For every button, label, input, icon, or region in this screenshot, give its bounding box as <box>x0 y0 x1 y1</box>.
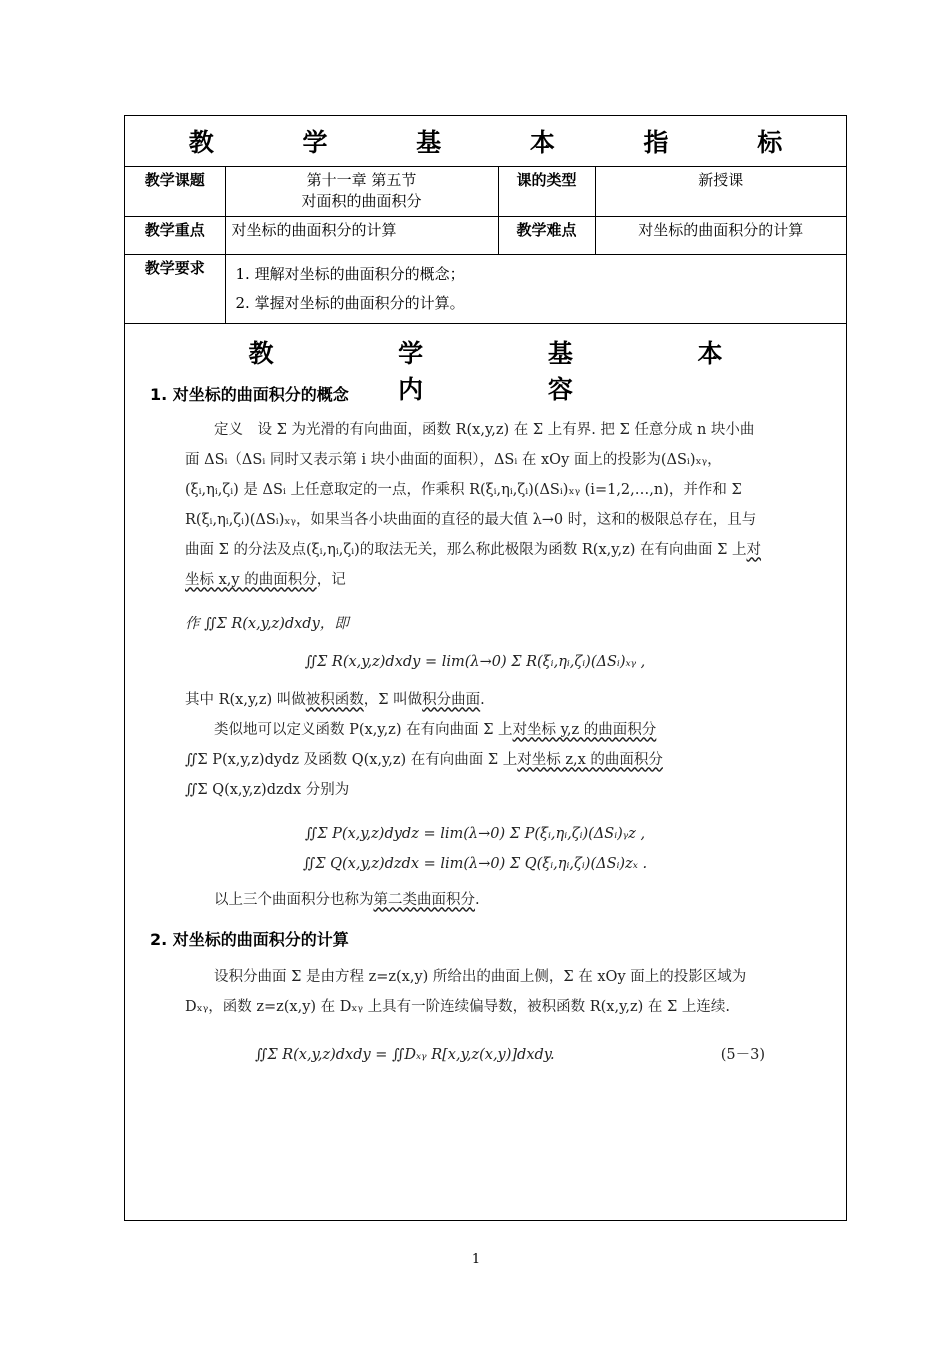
definition-terms-line <box>185 685 765 715</box>
definition-text-end: ，记 <box>316 571 346 588</box>
formula-5-3-row <box>185 1040 765 1070</box>
section-heading-2: 2. 对坐标的曲面积分的计算 <box>150 929 349 949</box>
formula-p-dydz: ∬Σ P(x,y,z)dydz = lim(λ→0) Σ P(ξᵢ,ηᵢ,ζᵢ)(ΔSᵢ)ᵧz , <box>304 825 646 842</box>
basic-indicators-title: 教 学 基 本 指 标 <box>125 116 846 167</box>
second-kind-note <box>185 885 765 915</box>
requirement-item: 1. 理解对坐标的曲面积分的概念； <box>235 264 465 283</box>
text: 类似地可以定义函数 P(x,y,z) 在有向曲面 Σ 上 <box>214 721 513 738</box>
topic-value <box>225 167 498 216</box>
term-yz: 对坐标 y,z 的曲面积分 <box>512 721 657 738</box>
text: . <box>480 691 485 708</box>
difficulty-value: 对坐标的曲面积分的计算 <box>595 216 846 254</box>
text: 其中 R(x,y,z) 叫做 <box>185 691 306 708</box>
page-number: 1 <box>471 1252 481 1267</box>
topic-line1: 第十一章 第五节 <box>306 171 417 189</box>
calculation-block <box>185 962 765 1070</box>
basic-content-title: 教 学 基 本 内 容 <box>248 338 781 404</box>
lesson-sheet <box>124 115 847 1221</box>
type-label: 课的类型 <box>498 167 595 216</box>
text: ∬Σ P(x,y,z)dydz 及函数 Q(x,y,z) 在有向曲面 Σ 上 <box>185 751 518 768</box>
term-integrand: 被积函数 <box>305 691 364 708</box>
definition-block <box>185 415 765 915</box>
info-table <box>125 167 846 324</box>
formula-r-dxdy: ∬Σ R(x,y,z)dxdy = lim(λ→0) Σ R(ξᵢ,ηᵢ,ζᵢ)(ΔSᵢ)ₓᵧ , <box>304 653 646 670</box>
focus-value: 对坐标的曲面积分的计算 <box>225 216 498 254</box>
text: ，Σ 叫做 <box>363 691 423 708</box>
text: ∬Σ Q(x,y,z)dzdx 分别为 <box>185 781 350 798</box>
term-zx: 对坐标 z,x 的曲面积分 <box>517 751 663 768</box>
topic-label: 教学课题 <box>125 167 225 216</box>
definition-paragraph <box>185 415 765 595</box>
focus-label: 教学重点 <box>125 216 225 254</box>
formula-5-3: ∬Σ R(x,y,z)dxdy = ∬Dₓᵧ R[x,y,z(x,y)]dxdy. <box>255 1046 555 1063</box>
requirements-list <box>225 254 846 323</box>
definition-text: 定义 设 Σ 为光滑的有向曲面，函数 R(x,y,z) 在 Σ 上有界. 把 Σ 任意分成 n 块小曲面 ΔSᵢ（ΔSᵢ 同时又表示第 i 块小曲面的面积），ΔSᵢ 在 xOy 面上的投影为(ΔSᵢ)ₓᵧ，(ξᵢ,ηᵢ,ζᵢ) 是 ΔSᵢ 上任意取定的一点，作乘积 R(ξᵢ,ηᵢ,ζᵢ)(ΔSᵢ)ₓᵧ (i=1,2,…,n)，并作和 Σ R(ξᵢ,ηᵢ,ζᵢ)(ΔSᵢ)ₓᵧ，如果当各小块曲面的直径的最大值 λ→0 时，这和的极限总存在，且与曲面 Σ 的分法及点(ξᵢ,ηᵢ,ζᵢ)的取法无关，那么称此极限为函数 R(x,y,z) 在有向曲面 Σ 上 <box>185 421 757 558</box>
formula-q-dzdx: ∬Σ Q(x,y,z)dzdx = lim(λ→0) Σ Q(ξᵢ,ηᵢ,ζᵢ)(ΔSᵢ)zₓ . <box>302 855 648 872</box>
similar-definition <box>185 715 765 805</box>
term-second-kind: 第二类曲面积分 <box>373 891 475 908</box>
section-heading-1: 1. 对坐标的曲面积分的概念 <box>150 384 349 404</box>
definition-notation: 作 ∬Σ R(x,y,z)dxdy，即 <box>185 615 349 632</box>
difficulty-label: 教学难点 <box>498 216 595 254</box>
type-value: 新授课 <box>595 167 846 216</box>
definition-term: 对坐标 x,y 的曲面积分 <box>185 541 762 588</box>
requirement-item: 2. 掌握对坐标的曲面积分的计算。 <box>235 293 465 312</box>
term-integral-surface: 积分曲面 <box>422 691 481 708</box>
topic-line2: 对面积的曲面积分 <box>301 192 422 210</box>
formula-tag: (5－3) <box>720 1046 765 1063</box>
requirements-label: 教学要求 <box>125 254 225 323</box>
text: . <box>475 891 480 908</box>
calculation-paragraph: 设积分曲面 Σ 是由方程 z=z(x,y) 所给出的曲面上侧，Σ 在 xOy 面上的投影区域为 Dₓᵧ，函数 z=z(x,y) 在 Dₓᵧ 上具有一阶连续偏导数，被积函数 R(x,y,z) 在 Σ 上连续. <box>185 968 747 1015</box>
text: 以上三个曲面积分也称为 <box>214 891 374 908</box>
